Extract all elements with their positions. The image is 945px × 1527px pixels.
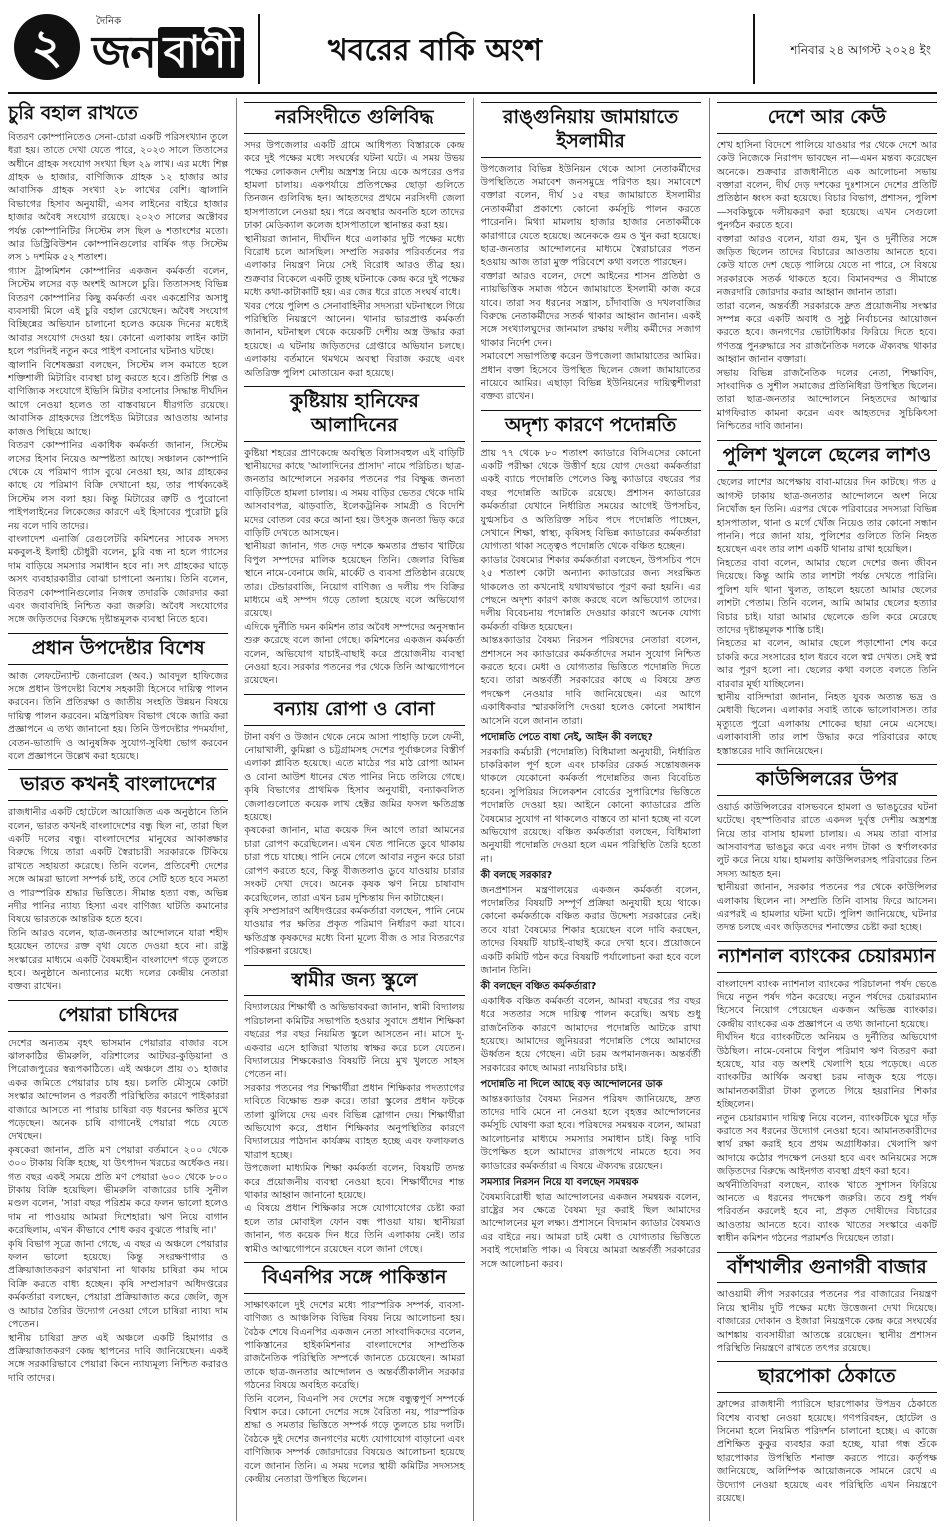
story-body: ছেলের লাশের অপেক্ষায় বাবা-মায়ের দিন কাটছে। গত ৫ আগস্ট ঢাকায় ছাত্র-জনতার আন্দোলনে অংশ নিয়ে নিখোঁজ হন তিনি। এরপর থেকে পরিবারের সদস্যরা বিভিন্ন হাসপাতাল, থানা ও মর্গে খোঁজ নিয়েও তার কোনো সন্ধান পাননি। পরে জানা যায়, পুলিশের গুলিতে তিনি নিহত হয়েছেন এবং তার লাশ একটি থানায় রাখা হয়েছিল। নিহতের বাবা বলেন, আমার ছেলে দেশের জন্য জীবন দিয়েছে। কিন্তু আমি তার লাশটা পর্যন্ত দেখতে পারিনি। পুলিশ যদি থানা খুলত, তাহলে হয়তো আমার ছেলের লাশটা পেতাম। তিনি বলেন, আমি আমার ছেলের হত্যার বিচার চাই। যারা আমার ছেলেকে গুলি করে মেরেছে তাদের দৃষ্টান্তমূলক শাস্তি চাই। নিহতের মা বলেন, আমার ছেলে পড়াশোনা শেষ করে চাকরি করে সংসারের হাল ধরবে বলে স্বপ্ন দেখত। সেই স্বপ্ন আর পূরণ হলো না। ছেলের কথা বলতে বলতে তিনি বারবার মূর্ছা যাচ্ছিলেন। স্থানীয় বাসিন্দারা জানান, নিহত যুবক অত্যন্ত ভদ্র ও মেধাবী ছিলেন। এলাকার সবাই তাকে ভালোবাসত। তার মৃত্যুতে পুরো এলাকায় শোকের ছায়া নেমে এসেছে। এলাকাবাসী তার লাশ উদ্ধার করে পরিবারের কাছে হস্তান্তরের দাবি জানিয়েছেন। [716,477,937,757]
subsection-body: সরকারি কর্মচারী (পদোন্নতি) বিধিমালা অনুযায়ী, নির্ধারিত চাকরিকাল পূর্ণ হলে এবং চাকরির রেকর্ড সন্তোষজনক থাকলে যেকোনো কর্মকর্তা পদোন্নতির জন্য বিবেচিত হবেন। সুপিরিয়র সিলেকশন বোর্ডের সুপারিশের ভিত্তিতে পদোন্নতি দেওয়া হয়। আইনে কোনো ক্যাডারের প্রতি বৈষম্যের সুযোগ না থাকলেও বাস্তবে তা মানা হচ্ছে না বলে অভিযোগ রয়েছে। বঞ্চিত কর্মকর্তারা বলছেন, বিধিমালা অনুযায়ী পদোন্নতি দেওয়া হলে এমন পরিস্থিতি তৈরি হতো না। [480,746,701,865]
page-number: ২ [14,14,80,80]
dateline: শনিবার ২৪ আগস্ট ২০২৪ ইং [790,43,931,57]
story-deshe [717,102,937,434]
headline: রাঙ্গুনিয়ায় জামায়াতে ইসলামীর [481,102,701,158]
subsection-body: বৈষম্যবিরোধী ছাত্র আন্দোলনের একজন সমন্বয়ক বলেন, রাষ্ট্রের সব ক্ষেত্রে বৈষম্য দূর করাই ছিল আমাদের আন্দোলনের মূল লক্ষ্য। প্রশাসনে বিদ্যমান ক্যাডার বৈষম্যও এর বাইরে নয়। আমরা চাই মেধা ও যোগ্যতার ভিত্তিতে সবাই পদোন্নতি পাক। এ বিষয়ে আমরা অন্তর্বর্তী সরকারের সঙ্গে আলোচনা করব। [480,1191,701,1270]
story-kushtia [244,386,464,688]
story-prodhan [8,633,228,764]
story-body: টানা বর্ষণ ও উজান থেকে নেমে আসা পাহাড়ি ঢলে ফেনী, নোয়াখালী, কুমিল্লা ও চট্টগ্রামসহ দেশের পূর্বাঞ্চলের বিস্তীর্ণ এলাকা প্লাবিত হয়েছে। এতে মাঠের পর মাঠ রোপা আমন ও বোনা আউশ ধানের খেত পানির নিচে তলিয়ে গেছে। কৃষি বিভাগের প্রাথমিক হিসাব অনুযায়ী, বন্যাকবলিত জেলাগুলোতে কয়েক লাখ হেক্টর জমির ফসল ক্ষতিগ্রস্ত হয়েছে। কৃষকেরা জানান, মাত্র কয়েক দিন আগে তারা আমনের চারা রোপণ করেছিলেন। এখন খেত পানিতে ডুবে থাকায় চারা পচে যাচ্ছে। পানি নেমে গেলে আবার নতুন করে চারা রোপণ করতে হবে, কিন্তু বীজতলাও ডুবে যাওয়ায় চারার সংকট দেখা দেবে। অনেক কৃষক ঋণ নিয়ে চাষাবাদ করেছিলেন, তারা এখন চরম দুশ্চিন্তায় দিন কাটাচ্ছেন। কৃষি সম্প্রসারণ অধিদপ্তরের কর্মকর্তারা বলছেন, পানি নেমে যাওয়ার পর ক্ষতির প্রকৃত পরিমাণ নির্ধারণ করা যাবে। ক্ষতিগ্রস্ত কৃষকদের মধ্যে বিনা মূল্যে বীজ ও সার বিতরণের পরিকল্পনা রয়েছে। [244,731,465,958]
story-pulish [717,440,937,758]
headline: অদৃশ্য কারণে পদোন্নতি [481,410,701,442]
brand-prefix: দৈনিক [96,16,122,27]
story-body: বাংলাদেশ ব্যাংক ন্যাশনাল ব্যাংকের পরিচালনা পর্ষদ ভেঙে দিয়ে নতুন পর্ষদ গঠন করেছে। নতুন পর্ষদের চেয়ারম্যান হিসেবে নিয়োগ পেয়েছেন একজন অভিজ্ঞ ব্যাংকার। কেন্দ্রীয় ব্যাংকের এক প্রজ্ঞাপনে এ তথ্য জানানো হয়েছে। দীর্ঘদিন ধরে ব্যাংকটিতে অনিয়ম ও দুর্নীতির অভিযোগ উঠছিল। নামে-বেনামে বিপুল পরিমাণ ঋণ বিতরণ করা হয়েছে, যার বড় অংশই খেলাপি হয়ে পড়েছে। এতে ব্যাংকটির আর্থিক অবস্থা চরম নাজুক হয়ে পড়ে। আমানতকারীরা টাকা তুলতে গিয়ে হয়রানির শিকার হচ্ছিলেন। নতুন চেয়ারম্যান দায়িত্ব নিয়ে বলেন, ব্যাংকটিকে ঘুরে দাঁড় করাতে সব ধরনের উদ্যোগ নেওয়া হবে। আমানতকারীদের স্বার্থ রক্ষা করাই হবে প্রথম অগ্রাধিকার। খেলাপি ঋণ আদায়ে কঠোর পদক্ষেপ নেওয়া হবে এবং অনিয়মের সঙ্গে জড়িতদের বিরুদ্ধে আইনগত ব্যবস্থা গ্রহণ করা হবে। অর্থনীতিবিদরা বলছেন, ব্যাংক খাতে সুশাসন ফিরিয়ে আনতে এ ধরনের পদক্ষেপ জরুরি। তবে শুধু পর্ষদ পরিবর্তন করলেই হবে না, প্রকৃত দোষীদের বিচারের আওতায় আনতে হবে। ব্যাংক খাতের সংস্কারে একটি স্বাধীন কমিশন গঠনের পরামর্শও দিয়েছেন তারা। [716,978,937,1245]
subsection-body: আন্তঃক্যাডার বৈষম্য নিরসন পরিষদ জানিয়েছে, দ্রুত তাদের দাবি মেনে না নেওয়া হলে বৃহত্তর আন্দোলনের কর্মসূচি ঘোষণা করা হবে। পরিষদের সমন্বয়ক বলেন, আমরা আলোচনার মাধ্যমে সমস্যার সমাধান চাই। কিন্তু দাবি উপেক্ষিত হলে আমাদের রাজপথে নামতে হবে। সব ক্যাডারের কর্মকর্তারা এ বিষয়ে ঐক্যবদ্ধ রয়েছেন। [480,1093,701,1172]
story-body: বিতরণ কোম্পানিতেও সেনা-চোরা একটি পরিসংখ্যান তুলে ধরা হয়। তাতে দেখা যেতে পারে, ২০২৩ সালে তিতাসের অধীনে গ্রাহক সংযোগ সংখ্যা ছিল ২৯ লাখ। এর মধ্যে শিল্প গ্রাহক ৬ হাজার, বাণিজ্যিক গ্রাহক ১২ হাজার আর আবাসিক গ্রাহক সংখ্যা ২৮ লাখের বেশি। জ্বালানি বিভাগের হিসাব অনুযায়ী, এসব লাইনের বাইরে হাজার হাজার অবৈধ সংযোগ রয়েছে। ২০২৩ সালের অক্টোবর পর্যন্ত কোম্পানিটির সিস্টেম লস ছিল ৬ শতাংশের মতো। আর ডিস্ট্রিবিউশন কোম্পানিগুলোর বার্ষিক গড় সিস্টেম লস ১ দশমিক ৫২ শতাংশ। গ্যাস ট্রান্সমিশন কোম্পানির একজন কর্মকর্তা বলেন, সিস্টেম লসের বড় অংশই আসলে চুরি। তিতাসসহ বিভিন্ন বিতরণ কোম্পানির কিছু কর্মকর্তা এবং একশ্রেণির অসাধু ব্যবসায়ী মিলে এই চুরি বহাল রেখেছেন। অবৈধ সংযোগ বিচ্ছিন্নের অভিযান চালানো হলেও কয়েক দিনের মধ্যেই আবার সংযোগ দেওয়া হয়। কোনো এলাকায় লাইন কাটা হলে পরদিনই নতুন করে পাইপ বসানোর ঘটনাও ঘটছে। জ্বালানি বিশেষজ্ঞরা বলছেন, সিস্টেম লস কমাতে হলে শক্তিশালী মিটারিং ব্যবস্থা চালু করতে হবে। প্রতিটি শিল্প ও বাণিজ্যিক সংযোগে ইভিসি মিটার বসানোর সিদ্ধান্ত দীর্ঘদিন আগে নেওয়া হলেও তা বাস্তবায়নে ধীরগতি রয়েছে। আবাসিক গ্রাহকদের প্রিপেইড মিটারের আওতায় আনার কাজও পিছিয়ে আছে। বিতরণ কোম্পানির একাধিক কর্মকর্তা জানান, সিস্টেম লসের হিসাব নিয়েও অস্পষ্টতা আছে। সঞ্চালন কোম্পানি থেকে যে পরিমাণ গ্যাস বুঝে নেওয়া হয়, আর গ্রাহকের কাছে যে পরিমাণ বিক্রি দেখানো হয়, তার পার্থক্যকেই সিস্টেম লস বলা হয়। কিন্তু মিটারের ত্রুটি ও পুরোনো পাইপলাইনের লিকেজের কারণে এই হিসাবের পুরোটা চুরি নয় বলে দাবি তাদের। বাংলাদেশ এনার্জি রেগুলেটরি কমিশনের সাবেক সদস্য মকবুল-ই ইলাহী চৌধুরী বলেন, চুরি বন্ধ না হলে গ্যাসের দাম বাড়িয়ে সমস্যার সমাধান হবে না। সৎ গ্রাহকের ঘাড়ে অসৎ ব্যবহারকারীর বোঝা চাপানো অন্যায়। তিনি বলেন, বিতরণ কোম্পানিগুলোর নিজস্ব তদারকি জোরদার করা এবং জবাবদিহি নিশ্চিত করা জরুরি। অবৈধ সংযোগের সঙ্গে জড়িতদের বিরুদ্ধে দৃষ্টান্তমূলক ব্যবস্থা নিতে হবে। [8,131,229,626]
headline: ভারত কখনই বাংলাদেশের [8,769,228,801]
story-body: সাক্ষাৎকালে দুই দেশের মধ্যে পারস্পরিক সম্পর্ক, ব্যবসা-বাণিজ্য ও আঞ্চলিক বিভিন্ন বিষয় নিয়ে আলোচনা হয়। বৈঠক শেষে বিএনপির একজন নেতা সাংবাদিকদের বলেন, পাকিস্তানের হাইকমিশনার বাংলাদেশের সাম্প্রতিক রাজনৈতিক পরিস্থিতি সম্পর্কে জানতে চেয়েছেন। আমরা তাকে ছাত্র-জনতার আন্দোলন ও অন্তর্বর্তীকালীন সরকার গঠনের বিষয়ে অবহিত করেছি। তিনি বলেন, বিএনপি সব দেশের সঙ্গে বন্ধুত্বপূর্ণ সম্পর্কে বিশ্বাস করে। কোনো দেশের সঙ্গে বৈরিতা নয়, পারস্পরিক শ্রদ্ধা ও সমতার ভিত্তিতে সম্পর্ক গড়ে তুলতে চায় দলটি। বৈঠকে দুই দেশের জনগণের মধ্যে যোগাযোগ বাড়ানো এবং বাণিজ্যিক সম্পর্ক জোরদারের বিষয়েও আলোচনা হয়েছে বলে জানান তিনি। এ সময় দলের স্থায়ী কমিটির সদস্যসহ কেন্দ্রীয় নেতারা উপস্থিত ছিলেন। [244,1299,465,1486]
headline: কাউন্সিলরের উপর [717,764,937,796]
logo-part-2: বাণী [158,27,244,78]
subsection-body: জনপ্রশাসন মন্ত্রণালয়ের একজন কর্মকর্তা বলেন, পদোন্নতির বিষয়টি সম্পূর্ণ প্রক্রিয়া অনুযায়ী হয়ে থাকে। কোনো কর্মকর্তাকে বঞ্চিত করার উদ্দেশ্য সরকারের নেই। তবে যারা বৈষম্যের শিকার হয়েছেন বলে দাবি করছেন, তাদের বিষয়টি যাচাই-বাছাই করে দেখা হবে। প্রয়োজনে একটি কমিটি গঠন করে বিষয়টি পর্যালোচনা করা হবে বলে জানান তিনি। [480,884,701,976]
column-2 [236,98,464,1521]
story-chharpoka [717,1361,937,1505]
story-bonna [244,694,464,959]
subheading: কী বলছেন বঞ্চিত কর্মকর্তারা? [480,981,597,993]
story-body: উপজেলার বিভিন্ন ইউনিয়ন থেকে আসা নেতাকর্মীদের উপস্থিতিতে সমাবেশ জনসমুদ্রে পরিণত হয়। সমাবেশে বক্তারা বলেন, দীর্ঘ ১৫ বছর জামায়াতে ইসলামীর নেতাকর্মীরা প্রকাশ্যে কোনো কর্মসূচি পালন করতে পারেননি। মিথ্যা মামলায় হাজার হাজার নেতাকর্মীকে কারাগারে যেতে হয়েছে। অনেককে গুম ও খুন করা হয়েছে। ছাত্র-জনতার আন্দোলনের মাধ্যমে স্বৈরাচারের পতন হওয়ায় আজ তারা মুক্ত পরিবেশে কথা বলতে পারছেন। বক্তারা আরও বলেন, দেশে আইনের শাসন প্রতিষ্ঠা ও ন্যায়ভিত্তিক সমাজ গঠনে জামায়াতে ইসলামী কাজ করে যাবে। তারা সব ধরনের সন্ত্রাস, চাঁদাবাজি ও দখলবাজির বিরুদ্ধে নেতাকর্মীদের সতর্ক থাকার আহ্বান জানান। একই সঙ্গে সংখ্যালঘুদের জানমাল রক্ষায় দলীয় কর্মীদের সজাগ থাকার নির্দেশ দেন। সমাবেশে সভাপতিত্ব করেন উপজেলা জামায়াতের আমির। প্রধান বক্তা হিসেবে উপস্থিত ছিলেন জেলা জামায়াতের নায়েবে আমির। এছাড়া বিভিন্ন ইউনিয়নের দায়িত্বশীলরা বক্তব্য রাখেন। [480,163,701,403]
headline: পুলিশ খুললে ছেলের লাশও [717,440,937,472]
story-body: সদর উপজেলার একটি গ্রামে আধিপত্য বিস্তারকে কেন্দ্র করে দুই পক্ষের মধ্যে সংঘর্ষের ঘটনা ঘটে। এ সময় উভয় পক্ষের লোকজন দেশীয় অস্ত্রশস্ত্র নিয়ে একে অপরের ওপর হামলা চালায়। একপর্যায়ে প্রতিপক্ষের ছোড়া গুলিতে তিনজন গুলিবিদ্ধ হন। আহতদের প্রথমে নরসিংদী জেলা হাসপাতালে নেওয়া হয়। পরে অবস্থার অবনতি হলে তাদের ঢাকা মেডিক্যাল কলেজ হাসপাতালে স্থানান্তর করা হয়। স্থানীয়রা জানান, দীর্ঘদিন ধরে এলাকার দুটি পক্ষের মধ্যে বিরোধ চলে আসছিল। সম্প্রতি সরকার পরিবর্তনের পর এলাকার নিয়ন্ত্রণ নিয়ে সেই বিরোধ আরও তীব্র হয়। শুক্রবার বিকেলে একটি তুচ্ছ ঘটনাকে কেন্দ্র করে দুই পক্ষের মধ্যে কথা-কাটাকাটি হয়। এর জের ধরে রাতে সংঘর্ষ বাধে। খবর পেয়ে পুলিশ ও সেনাবাহিনীর সদস্যরা ঘটনাস্থলে গিয়ে পরিস্থিতি নিয়ন্ত্রণে আনেন। থানার ভারপ্রাপ্ত কর্মকর্তা জানান, ঘটনাস্থল থেকে কয়েকটি দেশীয় অস্ত্র উদ্ধার করা হয়েছে। এ ঘটনায় জড়িতদের গ্রেপ্তারে অভিযান চলছে। এলাকায় বর্তমানে থমথমে অবস্থা বিরাজ করছে এবং অতিরিক্ত পুলিশ মোতায়েন করা হয়েছে। [244,139,465,379]
headline: বন্যায় রোপা ও বোনা [244,694,464,726]
story-rangunia [481,102,701,404]
story-bnp [244,1262,464,1486]
story-body: রাজধানীর একটি হোটেলে আয়োজিত এক অনুষ্ঠানে তিনি বলেন, ভারত কখনই বাংলাদেশের বন্ধু ছিল না, তারা ছিল একটি দলের বন্ধু। বাংলাদেশের মানুষের আকাঙ্ক্ষার বিরুদ্ধে গিয়ে তারা একটি স্বৈরাচারী সরকারকে টিকিয়ে রাখতে সহায়তা করেছে। তিনি বলেন, প্রতিবেশী দেশের সঙ্গে আমরা ভালো সম্পর্ক চাই, তবে সেটি হতে হবে সমতা ও পারস্পরিক শ্রদ্ধার ভিত্তিতে। সীমান্ত হত্যা বন্ধ, অভিন্ন নদীর পানির ন্যায্য হিস্যা এবং বাণিজ্য ঘাটতি কমানোর বিষয়ে ভারতকে আন্তরিক হতে হবে। তিনি আরও বলেন, ছাত্র-জনতার আন্দোলনে যারা শহীদ হয়েছেন তাদের রক্ত বৃথা যেতে দেওয়া হবে না। রাষ্ট্র সংস্কারের মাধ্যমে একটি বৈষম্যহীন বাংলাদেশ গড়ে তুলতে হবে। অনুষ্ঠানে অন্যান্যের মধ্যে দলের কেন্দ্রীয় নেতারা বক্তব্য রাখেন। [8,807,229,993]
story-swami [244,965,464,1256]
masthead-divider-right [753,14,755,84]
story-odrishyo [481,410,701,1271]
story-body: আজ লেফটেন্যান্ট জেনারেল (অব.) আবদুল হাফিজের সঙ্গে প্রধান উপদেষ্টা বিশেষ সহকারী হিসেবে দায়িত্ব পালন করবেন। তিনি প্রতিরক্ষা ও জাতীয় সংহতি উন্নয়ন বিষয়ে দায়িত্ব পালন করবেন। মন্ত্রিপরিষদ বিভাগ থেকে জারি করা প্রজ্ঞাপনে এ তথ্য জানানো হয়। তিনি উপদেষ্টার পদমর্যাদা, বেতন-ভাতাদি ও আনুষঙ্গিক সুযোগ-সুবিধা ভোগ করবেন বলে প্রজ্ঞাপনে উল্লেখ করা হয়েছে। [8,670,229,762]
column-3 [473,98,701,1521]
newspaper-logo [92,24,244,82]
story-body: বিদ্যালয়ের শিক্ষার্থী ও অভিভাবকরা জানান, স্বামী বিদ্যালয় পরিচালনা কমিটির সভাপতি হওয়ার সুবাদে প্রধান শিক্ষিকা বছরের পর বছর নিয়মিত স্কুলে আসতেন না। মাসে দু-একবার এসে হাজিরা খাতায় স্বাক্ষর করে চলে যেতেন। বিদ্যালয়ের শিক্ষকেরাও বিষয়টি নিয়ে মুখ খুলতে সাহস পেতেন না। সরকার পতনের পর শিক্ষার্থীরা প্রধান শিক্ষিকার পদত্যাগের দাবিতে বিক্ষোভ শুরু করে। তারা স্কুলের প্রধান ফটকে তালা ঝুলিয়ে দেয় এবং বিভিন্ন স্লোগান দেয়। শিক্ষার্থীরা অভিযোগ করে, প্রধান শিক্ষিকার অনুপস্থিতির কারণে বিদ্যালয়ের পাঠদান কার্যক্রম ব্যাহত হচ্ছে এবং ফলাফলও খারাপ হচ্ছে। উপজেলা মাধ্যমিক শিক্ষা কর্মকর্তা বলেন, বিষয়টি তদন্ত করে প্রয়োজনীয় ব্যবস্থা নেওয়া হবে। শিক্ষার্থীদের শান্ত থাকার আহ্বান জানানো হয়েছে। এ বিষয়ে প্রধান শিক্ষিকার সঙ্গে যোগাযোগের চেষ্টা করা হলে তার মোবাইল ফোন বন্ধ পাওয়া যায়। স্থানীয়রা জানান, গত কয়েক দিন ধরে তিনি এলাকায় নেই। তার স্বামীও আত্মগোপনে রয়েছেন বলে জানা গেছে। [244,1002,465,1255]
headline: স্বামীর জন্য স্কুলে [244,965,464,997]
story-body: কুষ্টিয়া শহরের প্রাণকেন্দ্রে অবস্থিত বিলাসবহুল এই বাড়িটি স্থানীয়দের কাছে 'আলাদিনের প্রাসাদ' নামে পরিচিত। ছাত্র-জনতার আন্দোলনে সরকার পতনের পর বিক্ষুব্ধ জনতা বাড়িটিতে হামলা চালায়। এ সময় বাড়ির ভেতর থেকে দামি আসবাবপত্র, ঝাড়বাতি, ইলেকট্রনিক সামগ্রী ও বিদেশি মদের বোতল বের করে আনা হয়। উৎসুক জনতা ভিড় করে বাড়িটি দেখতে আসছেন। স্থানীয়রা জানান, গত দেড় দশকে ক্ষমতার প্রভাব খাটিয়ে বিপুল সম্পদের মালিক হয়েছেন তিনি। জেলার বিভিন্ন স্থানে নামে-বেনামে জমি, মার্কেট ও ব্যবসা প্রতিষ্ঠান রয়েছে তার। টেন্ডারবাজি, নিয়োগ বাণিজ্য ও দলীয় পদ বিক্রির মাধ্যমে এই সম্পদ গড়ে তোলা হয়েছে বলে অভিযোগ রয়েছে। এদিকে দুর্নীতি দমন কমিশন তার অবৈধ সম্পদের অনুসন্ধান শুরু করেছে বলে জানা গেছে। কমিশনের একজন কর্মকর্তা বলেন, অভিযোগ যাচাই-বাছাই করে প্রয়োজনীয় ব্যবস্থা নেওয়া হবে। সরকার পতনের পর থেকে তিনি আত্মগোপনে রয়েছেন। [244,447,465,687]
story-body: শেখ হাসিনা বিদেশে পালিয়ে যাওয়ার পর থেকে দেশে আর কেউ নিজেকে নিরাপদ ভাবছেন না—এমন মন্তব্য করেছেন অনেকে। শুক্রবার রাজধানীতে এক আলোচনা সভায় বক্তারা বলেন, দীর্ঘ দেড় দশকের দুঃশাসনে দেশের প্রতিটি প্রতিষ্ঠান ধ্বংস করা হয়েছে। বিচার বিভাগ, প্রশাসন, পুলিশ—সবকিছুকে দলীয়করণ করা হয়েছে। এখন সেগুলো পুনর্গঠন করতে হবে। বক্তারা আরও বলেন, যারা গুম, খুন ও দুর্নীতির সঙ্গে জড়িত ছিলেন তাদের বিচারের আওতায় আনতে হবে। কেউ যাতে দেশ ছেড়ে পালিয়ে যেতে না পারে, সে বিষয়ে সরকারকে সতর্ক থাকতে হবে। বিমানবন্দর ও সীমান্তে নজরদারি জোরদার করার আহ্বান জানান তারা। তারা বলেন, অন্তর্বর্তী সরকারকে দ্রুত প্রয়োজনীয় সংস্কার সম্পন্ন করে একটি অবাধ ও সুষ্ঠু নির্বাচনের আয়োজন করতে হবে। জনগণের ভোটাধিকার ফিরিয়ে দিতে হবে। গণতন্ত্র পুনরুদ্ধারে সব রাজনৈতিক দলকে ঐক্যবদ্ধ থাকার আহ্বান জানান বক্তারা। সভায় বিভিন্ন রাজনৈতিক দলের নেতা, শিক্ষাবিদ, সাংবাদিক ও সুশীল সমাজের প্রতিনিধিরা উপস্থিত ছিলেন। তারা ছাত্র-জনতার আন্দোলনে নিহতদের আত্মার মাগফিরাত কামনা করেন এবং আহতদের সুচিকিৎসা নিশ্চিতের দাবি জানান। [716,139,937,433]
headline: বিএনপির সঙ্গে পাকিস্তান [244,1262,464,1294]
masthead-divider [258,14,260,84]
subheading: সমস্যার নিরসন নিয়ে যা বলছেন সমন্বয়ক [480,1177,639,1189]
story-council [717,764,937,935]
story-body: আওয়ামী লীগ সরকারের পতনের পর বাজারের নিয়ন্ত্রণ নিয়ে স্থানীয় দুটি পক্ষের মধ্যে উত্তেজনা দেখা দিয়েছে। বাজারের দোকান ও ইজারা নিয়ন্ত্রণকে কেন্দ্র করে সংঘর্ষের আশঙ্কায় ব্যবসায়ীরা আতঙ্কে রয়েছেন। স্থানীয় প্রশাসন পরিস্থিতি নিয়ন্ত্রণে রাখতে তৎপর রয়েছে। [716,1289,937,1355]
headline: কুষ্টিয়ায় হানিফের আলাদিনের [244,386,464,442]
story-bharat [8,769,228,993]
headline: পেয়ারা চাষিদের [8,1000,228,1032]
headline: বাঁশখালীর গুনাগরী বাজার [717,1252,937,1284]
subheading: পদোন্নতি পেতে বাধা নেই, আইন কী বলছে? [480,732,653,744]
story-body: ফ্রান্সের রাজধানী প্যারিসে ছারপোকার উপদ্রব ঠেকাতে বিশেষ ব্যবস্থা নেওয়া হয়েছে। গণপরিবহন, হোটেল ও সিনেমা হলে নিয়মিত পরিদর্শন চালানো হচ্ছে। এ কাজে প্রশিক্ষিত কুকুর ব্যবহার করা হচ্ছে, যারা গন্ধ শুঁকে ছারপোকার উপস্থিতি শনাক্ত করতে পারে। কর্তৃপক্ষ জানিয়েছে, অলিম্পিক আয়োজনকে সামনে রেখে এ উদ্যোগ নেওয়া হয়েছে এবং পরিস্থিতি এখন নিয়ন্ত্রণে রয়েছে। [716,1399,937,1505]
story-churi [8,102,228,627]
subheading: কী বলছে সরকার? [480,870,553,882]
story-body: দেশের অন্যতম বৃহৎ ভাসমান পেয়ারার বাজার বসে ঝালকাঠির ভীমরুলি, বরিশালের আটঘর-কুড়িয়ানা ও পিরোজপুরের স্বরূপকাঠিতে। এই অঞ্চলে প্রায় ৩১ হাজার একর জমিতে পেয়ারার চাষ হয়। চলতি মৌসুমে কোটা সংস্কার আন্দোলন ও পরবর্তী পরিস্থিতির কারণে পাইকাররা বাজারে আসতে না পারায় চাষিরা বড় ধরনের ক্ষতির মুখে পড়েছেন। অনেক চাষি বাগানেই পেয়ারা পচে যেতে দেখছেন। কৃষকেরা জানান, প্রতি মণ পেয়ারা বর্তমানে ২০০ থেকে ৩০০ টাকায় বিক্রি হচ্ছে, যা উৎপাদন খরচের অর্ধেকও নয়। গত বছর একই সময়ে প্রতি মণ পেয়ারা ৬০০ থেকে ৮০০ টাকায় বিক্রি হয়েছিল। ভীমরুলি বাজারের চাষি সুনীল মণ্ডল বলেন, 'সারা বছর পরিশ্রম করে ফলন ভালো হলেও দাম না পাওয়ায় আমরা দিশেহারা। ঋণ নিয়ে বাগান করেছিলাম, এখন কীভাবে শোধ করব বুঝতে পারছি না।' কৃষি বিভাগ সূত্রে জানা গেছে, এ বছর এ অঞ্চলে পেয়ারার ফলন ভালো হয়েছে। কিন্তু সংরক্ষণাগার ও প্রক্রিয়াজাতকরণ কারখানা না থাকায় চাষিরা কম দামে বিক্রি করতে বাধ্য হচ্ছেন। কৃষি সম্প্রসারণ অধিদপ্তরের কর্মকর্তারা বলছেন, পেয়ারা প্রক্রিয়াজাত করে জেলি, জুস ও আচার তৈরির উদ্যোগ নেওয়া গেলে চাষিরা ন্যায্য দাম পেতেন। স্থানীয় চাষিরা দ্রুত এই অঞ্চলে একটি হিমাগার ও প্রক্রিয়াজাতকরণ কেন্দ্র স্থাপনের দাবি জানিয়েছেন। একই সঙ্গে সরকারিভাবে পেয়ারা কিনে ন্যায্যমূল্য নিশ্চিত করারও দাবি তাদের। [8,1037,229,1384]
headline: প্রধান উপদেষ্টার বিশেষ [8,633,228,665]
headline: দেশে আর কেউ [717,102,937,134]
column-1 [8,98,228,1521]
masthead [8,6,937,94]
headline: ছারপোকা ঠেকাতে [717,1361,937,1393]
logo-part-1: জন [92,27,156,78]
subsection-body: একাধিক বঞ্চিত কর্মকর্তা বলেন, আমরা বছরের পর বছর ধরে সততার সঙ্গে দায়িত্ব পালন করেছি। অথচ শুধু রাজনৈতিক কারণে আমাদের পদোন্নতি আটকে রাখা হয়েছে। আমাদের জুনিয়ররা পদোন্নতি পেয়ে আমাদের ঊর্ধ্বতন হয়ে গেছেন। এটা চরম অপমানজনক। অন্তর্বর্তী সরকারের কাছে আমরা ন্যায়বিচার চাই। [480,995,701,1074]
story-narsingdi [244,102,464,380]
story-body: প্রায় ৭৭ থেকে ৮০ শতাংশ ক্যাডারে বিসিএসের কোনো একটি পরীক্ষা থেকে উত্তীর্ণ হয়ে যোগ দেওয়া কর্মকর্তারা একই ব্যাচে পদোন্নতি পেলেও কিছু ক্যাডারে বছরের পর বছর পদোন্নতি আটকে রয়েছে। প্রশাসন ক্যাডারের কর্মকর্তারা যেখানে নির্ধারিত সময়ের আগেই উপসচিব, যুগ্মসচিব ও অতিরিক্ত সচিব পদে পদোন্নতি পাচ্ছেন, সেখানে শিক্ষা, স্বাস্থ্য, কৃষিসহ বিভিন্ন ক্যাডারের কর্মকর্তারা যোগ্যতা থাকা সত্ত্বেও পদোন্নতি থেকে বঞ্চিত হচ্ছেন। ক্যাডার বৈষম্যের শিকার কর্মকর্তারা বলছেন, উপসচিব পদে ২৫ শতাংশ কোটা অন্যান্য ক্যাডারের জন্য সংরক্ষিত থাকলেও তা কখনোই যথাযথভাবে পূরণ করা হয়নি। এর পেছনে অদৃশ্য কারণ কাজ করছে বলে অভিযোগ তাদের। দলীয় বিবেচনায় পদোন্নতি দেওয়ার কারণে অনেক যোগ্য কর্মকর্তা বঞ্চিত হয়েছেন। আন্তঃক্যাডার বৈষম্য নিরসন পরিষদের নেতারা বলেন, প্রশাসনে সব ক্যাডারের কর্মকর্তাদের সমান সুযোগ নিশ্চিত করতে হবে। মেধা ও যোগ্যতার ভিত্তিতে পদোন্নতি দিতে হবে। তারা অন্তর্বর্তী সরকারের কাছে এ বিষয়ে দ্রুত পদক্ষেপ নেওয়ার দাবি জানিয়েছেন। এর আগে একাধিকবার স্মারকলিপি দেওয়া হলেও কোনো সমাধান আসেনি বলে জানান তারা। [480,447,701,727]
column-4 [709,98,937,1521]
headline: ন্যাশনাল ব্যাংকের চেয়ারম্যান [717,941,937,973]
story-national [717,941,937,1246]
subheading: পদোন্নতি না দিলে আছে বড় আন্দোলনের ডাক [480,1079,663,1091]
story-peyara [8,1000,228,1385]
headline: নরসিংদীতে গুলিবিদ্ধ [244,102,464,134]
story-body: ওয়ার্ড কাউন্সিলরের বাসভবনে হামলা ও ভাঙচুরের ঘটনা ঘটেছে। বৃহস্পতিবার রাতে একদল দুর্বৃত্ত দেশীয় অস্ত্রশস্ত্র নিয়ে তার বাসায় হামলা চালায়। এ সময় তারা বাসার আসবাবপত্র ভাঙচুর করে এবং নগদ টাকা ও স্বর্ণালংকার লুট করে নিয়ে যায়। হামলায় কাউন্সিলরসহ পরিবারের তিন সদস্য আহত হন। স্থানীয়রা জানান, সরকার পতনের পর থেকে কাউন্সিলর এলাকায় ছিলেন না। সম্প্রতি তিনি বাসায় ফিরে আসেন। এরপরই এ হামলার ঘটনা ঘটে। পুলিশ জানিয়েছে, ঘটনার তদন্ত চলছে এবং জড়িতদের শনাক্তের চেষ্টা করা হচ্ছে। [716,801,937,934]
story-bashkhali [717,1252,937,1356]
columns [8,98,937,1521]
section-title: খবরের বাকি অংশ [328,33,542,68]
headline: চুরি বহাল রাখতে [8,102,138,124]
